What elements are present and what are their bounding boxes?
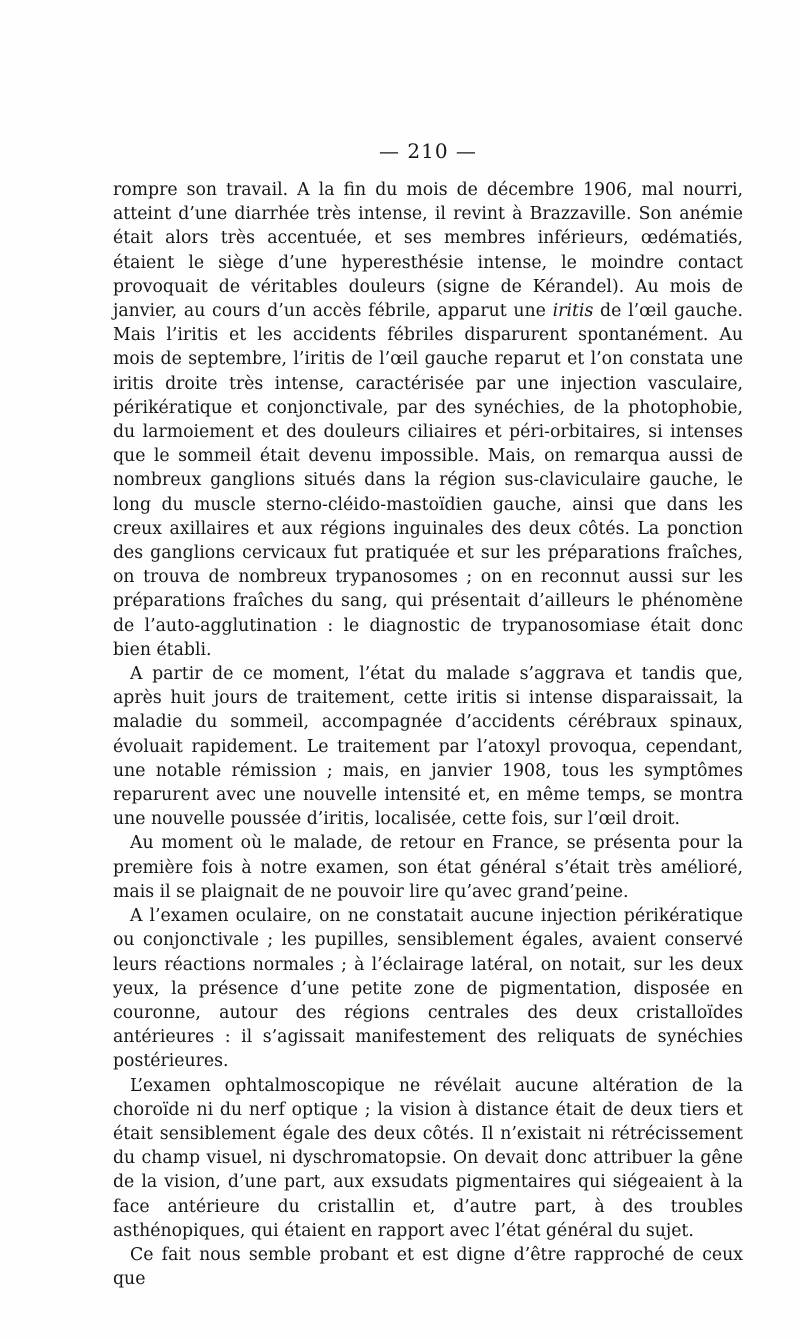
paragraph-4: A l’examen oculaire, on ne constatait aucune injection périkératique ou conjonctivale ; les pupilles, sensiblement égales, avaient conservé leurs réactions normales ; à l’éclairage latéral, on notait, sur les deux yeux, la présence d’une petite zone de pigmentation, disposée en couronne, autour des régions centrales des deux cristalloïdes antérieures : il s’agissait manifestement des reliquats de synéchies postérieures. <box>113 906 743 1072</box>
paragraph-3: Au moment où le malade, de retour en France, se présenta pour la première fois à notre examen, son état général s’était très amélioré, mais il se plaignait de ne pouvoir lire qu’avec grand’peine. <box>113 833 743 902</box>
paragraph-6: Ce fait nous semble probant et est digne d’être rapproché de ceux que <box>113 1244 743 1290</box>
page-number: — 210 — <box>379 139 477 163</box>
italic-term-iritis: iritis <box>552 301 594 322</box>
paragraph-1-text-end: de l’œil gauche. Mais l’iritis et les accidents fébriles disparurent spontanément. Au mois de septembre, l’iritis de l’œil gauche reparut et l’on constata une iritis droite très intense, caractérisée par une injection vasculaire, périkératique et conjonctivale, par des synéchies, de la photophobie, du larmoiement et des douleurs ciliaires et péri-orbitaires, si intenses que le sommeil était devenu impossible. Mais, on remarqua aussi de nombreux ganglions situés dans la région sus-claviculaire gauche, le long du muscle sterno-cléido-mastoïdien gauche, ainsi que dans les creux axillaires et aux régions inguinales des deux côtés. La ponction des ganglions cervicaux fut pratiquée et sur les préparations fraîches, on trouva de nombreux trypanosomes ; on en reconnut aussi sur les préparations fraîches du sang, qui présentait d’ailleurs le phénomène de l’auto-agglutination : le diagnostic de trypanosomiase était donc bien établi. <box>113 301 743 660</box>
body-text <box>113 178 743 1291</box>
paragraph-5: L’examen ophtalmoscopique ne révélait aucune altération de la choroïde ni du nerf optique ; la vision à distance était de deux tiers et était sensiblement égale des deux côtés. Il n’existait ni rétrécissement du champ visuel, ni dyschromatopsie. On devait donc attribuer la gêne de la vision, d’une part, aux exsudats pigmentaires qui siégeaient à la face antérieure du cristallin et, d’autre part, à des troubles asthénopiques, qui étaient en rapport avec l’état général du sujet. <box>113 1075 743 1241</box>
paragraph-1-text-start: rompre son travail. A la fin du mois de décembre 1906, mal nourri, atteint d’une diarrhée très intense, il revint à Brazzaville. Son anémie était alors très accentuée, et ses membres inférieurs, œdématiés, étaient le siège d’une hyperesthésie intense, le moindre contact provoquait de véritables douleurs (signe de Kérandel). Au mois de janvier, au cours d’un accès fébrile, apparut une <box>113 180 743 322</box>
paragraph-2: A partir de ce moment, l’état du malade s’aggrava et tandis que, après huit jours de traitement, cette iritis si intense disparaissait, la maladie du sommeil, accompagnée d’accidents cérébraux spinaux, évoluait rapidement. Le traitement par l’atoxyl provoqua, cependant, une notable rémission ; mais, en janvier 1908, tous les symptômes reparurent avec une nouvelle intensité et, en même temps, se montra une nouvelle poussée d’iritis, localisée, cette fois, sur l’œil droit. <box>113 664 743 830</box>
paragraph-1 <box>113 178 743 662</box>
